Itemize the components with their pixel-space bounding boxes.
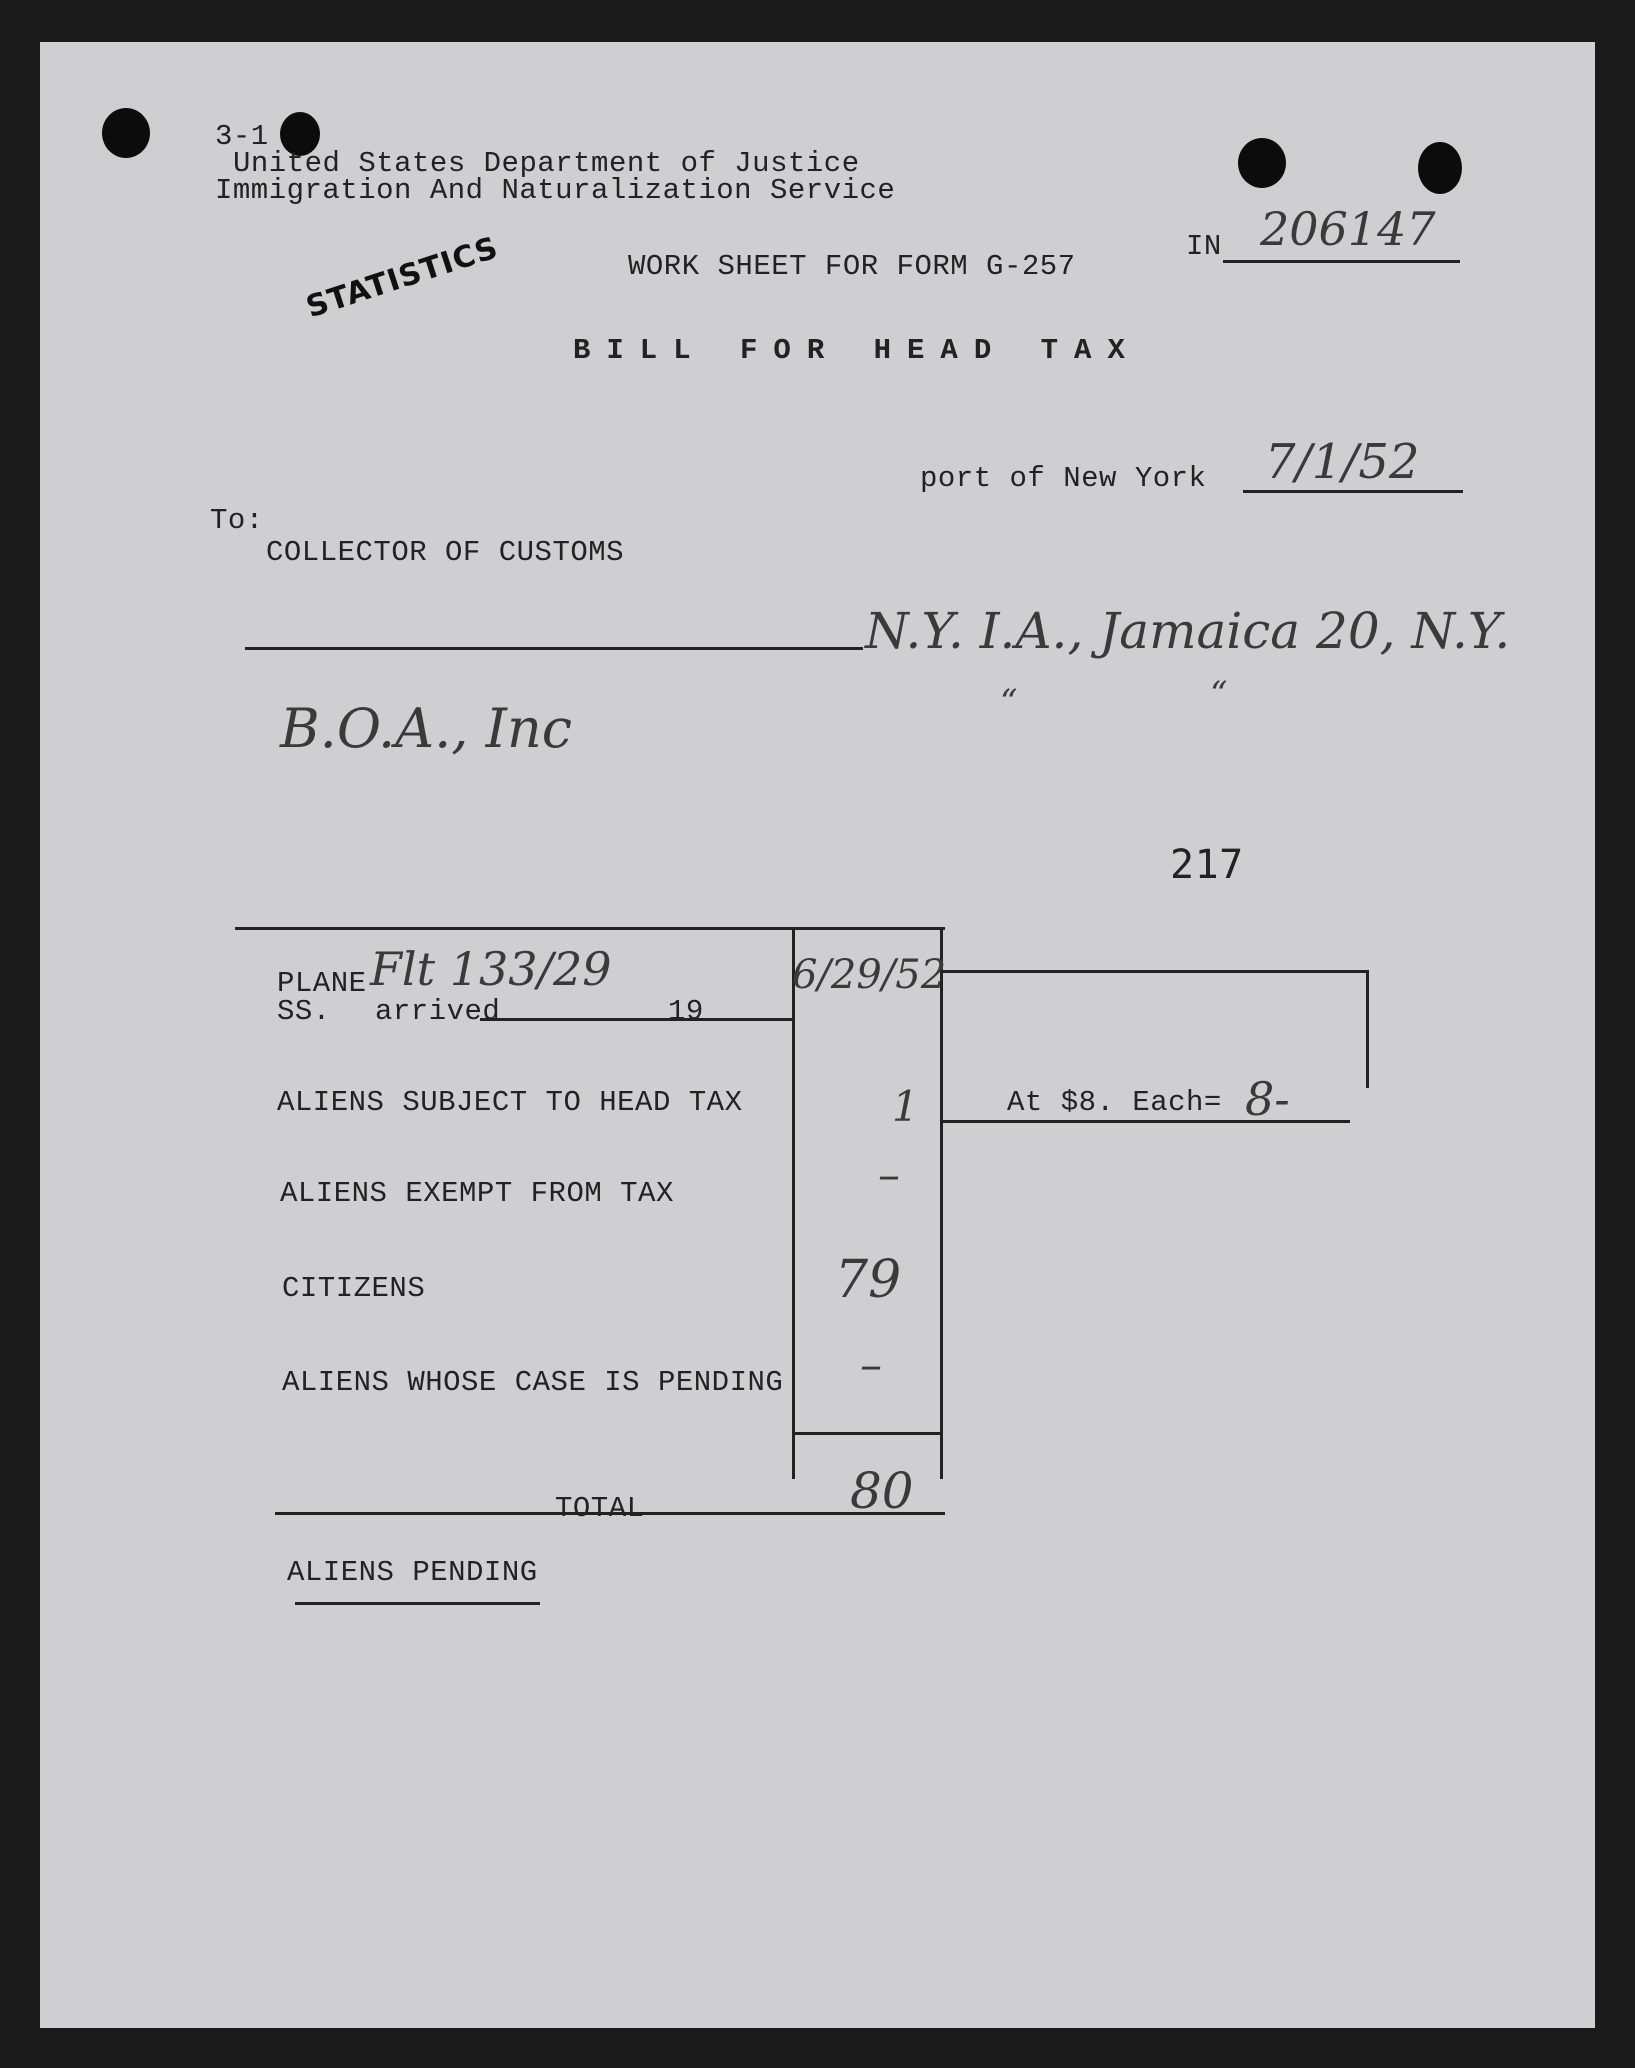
year-prefix: 19 — [668, 995, 704, 1028]
in-label: IN — [1186, 230, 1222, 263]
punch-hole-left — [102, 108, 150, 158]
document-page — [40, 42, 1595, 2028]
arrived-underline — [480, 1018, 792, 1021]
total-top-rule — [792, 1432, 942, 1435]
carrier-name: B.O.A., Inc — [280, 697, 572, 760]
punch-hole-right — [1238, 138, 1286, 188]
in-number: 206147 — [1260, 202, 1436, 256]
table-top-rule — [235, 927, 945, 930]
collector-label: COLLECTOR OF CUSTOMS — [266, 536, 625, 569]
total-label: TOTAL — [555, 1492, 645, 1525]
total-value: 80 — [850, 1462, 914, 1520]
row-value-aliens-subject: 1 — [892, 1082, 919, 1131]
in-number-underline — [1223, 260, 1460, 263]
row-value-citizens: 79 — [835, 1250, 902, 1310]
rate-amount: 8- — [1245, 1072, 1290, 1126]
stamped-number: 217 — [1170, 842, 1244, 888]
port-date-underline — [1243, 490, 1463, 493]
collector-location: N.Y. I.A., Jamaica 20, N.Y. — [865, 602, 1511, 660]
row-label-aliens-pending-case: ALIENS WHOSE CASE IS PENDING — [282, 1366, 784, 1399]
side-box-right-rule — [1366, 970, 1369, 1088]
plane-label: PLANE — [277, 967, 367, 1000]
row-label-aliens-subject: ALIENS SUBJECT TO HEAD TAX — [277, 1086, 743, 1119]
ditto-mark-2: “ — [1210, 674, 1228, 714]
punch-hole-right-2 — [1418, 142, 1462, 194]
ditto-mark-1: “ — [1000, 682, 1018, 722]
aliens-pending-underline — [295, 1602, 540, 1605]
table-column-right-rule — [940, 927, 943, 1479]
agency-line-2: Immigration And Naturalization Service — [215, 174, 896, 207]
to-label: To: — [210, 504, 264, 537]
plane-flight: Flt 133/29 — [370, 942, 612, 996]
agency-line-1: United States Department of Justice — [233, 147, 860, 180]
arrived-label: arrived — [375, 995, 501, 1028]
statistics-stamp: STATISTICS — [302, 230, 503, 326]
rate-label: At $8. Each= — [1007, 1086, 1222, 1119]
row-label-citizens: CITIZENS — [282, 1272, 426, 1305]
worksheet-title: WORK SHEET FOR FORM G-257 — [628, 250, 1076, 283]
ss-label: SS. — [277, 995, 331, 1028]
row-label-aliens-exempt: ALIENS EXEMPT FROM TAX — [280, 1177, 674, 1210]
collector-underline — [245, 647, 863, 650]
table-column-left-rule — [792, 927, 795, 1479]
bill-title: BILL FOR HEAD TAX — [573, 334, 1141, 367]
form-number: 3-1 — [215, 120, 269, 153]
row-value-aliens-pending-case: – — [860, 1340, 882, 1391]
port-label: port of New York — [920, 462, 1207, 495]
port-date: 7/1/52 — [1265, 434, 1420, 490]
aliens-pending-label: ALIENS PENDING — [287, 1556, 538, 1589]
side-box-top-rule — [940, 970, 1368, 973]
arrival-date: 6/29/52 — [792, 952, 947, 998]
row-value-aliens-exempt: – — [878, 1150, 900, 1201]
